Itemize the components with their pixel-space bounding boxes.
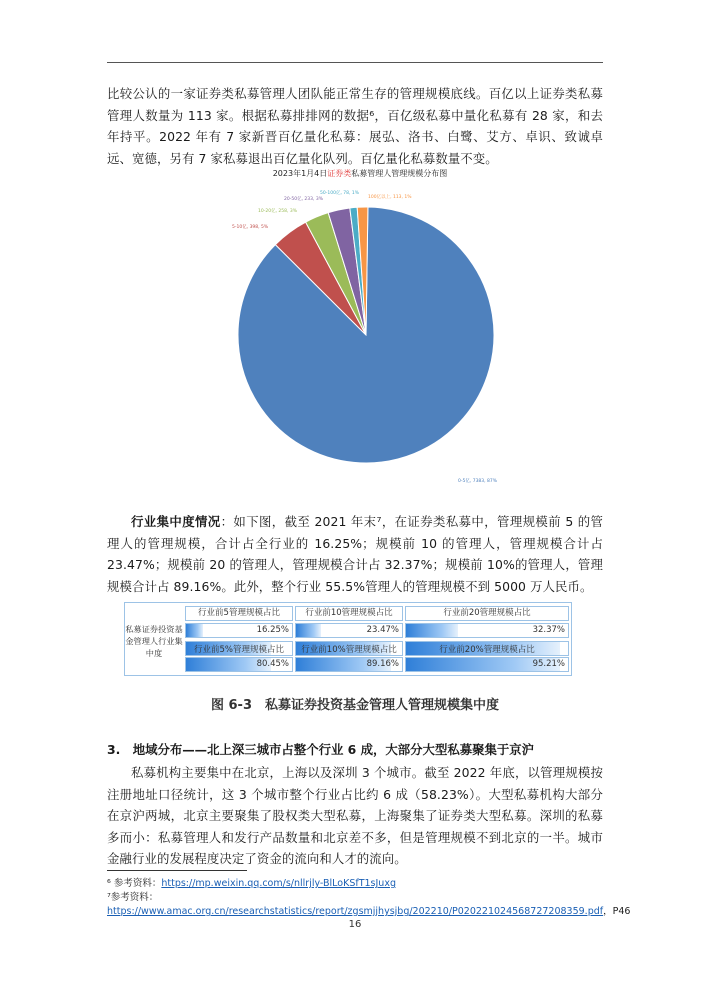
paragraph-concentration [107,511,603,597]
bar-fill [406,624,458,637]
bar-value: 95.21% [532,659,565,669]
slice-label: 10-20亿, 258, 3% [258,209,298,214]
footnote-7-suffix: ，P46 [603,906,631,917]
bar-value: 32.37% [532,625,565,635]
footnote-7-link[interactable]: https://www.amac.org.cn/researchstatistics/report/zgsmjjhysjbg/202210/P020221024568727208359.pdf [107,906,604,917]
concentration-text: ：如下图，截至 2021 年末⁷，在证券类私募中，管理规模前 5 的管理人的管理规模，合计占全行业的 16.25%；规模前 10 的管理人，管理规模合计占 23.47%；规模前 20 的管理人，管理规模合计占 32.37%；规模前 10%的管理人，管理规模合计占 89.16%。此外，整个行业 55.5%管理人的管理规模不到 5000 万人民币。 [107,514,603,594]
bar-value: 80.45% [256,659,289,669]
slice-label: 20-50亿, 233, 3% [284,197,324,202]
bar-top-10pct-value [295,657,403,672]
section-heading: 3. 地域分布——北上深三城市占整个行业 6 成，大部分大型私募聚集于京沪 [107,742,535,757]
bar-label: 行业前20%管理规模占比 [439,645,535,655]
footnote-7: ⁷参考资料： [107,892,159,903]
chart-title-highlight: 证券类 [327,169,352,178]
chart-title-suffix: 私募管理人管理规模分布图 [351,169,448,178]
footnote-rule [107,870,247,871]
footnote-7-link-line [107,905,630,918]
figure-caption: 图 6-3 私募证券投资基金管理人管理规模集中度 [210,698,499,713]
bar-fill [296,624,321,637]
concentration-lead: 行业集中度情况 [131,514,221,529]
bar-top-10pct [295,641,403,656]
bar-top-20 [405,623,569,638]
bar-label: 行业前5%管理规模占比 [194,645,284,655]
footnote-6-prefix: ⁶ 参考资料： [107,878,162,889]
header-top-5: 行业前5管理规模占比 [185,606,293,621]
bar-top-5pct-value [185,657,293,672]
pie-chart [200,160,520,500]
bar-value: 89.16% [366,659,399,669]
header-rule [107,62,603,63]
footnote-6-link[interactable]: https://mp.weixin.qq.com/s/nllrjly-BlLoKSfT1sJuxg [161,878,396,889]
slice-label: 5-10亿, 398, 5% [232,225,269,230]
footnote-6 [107,877,396,890]
bar-top-20pct-value [405,657,569,672]
bar-label: 行业前10%管理规模占比 [301,645,397,655]
header-top-20: 行业前20管理规模占比 [405,606,569,621]
bar-top-5 [185,623,293,638]
page-number: 16 [348,919,362,930]
bar-fill [186,624,203,637]
bar-top-20pct [405,641,569,656]
chart-title-date: 2023年1月4日 [272,169,328,178]
paragraph-regional-distribution: 私募机构主要集中在北京，上海以及深圳 3 个城市。截至 2022 年底，以管理规模按注册地址口径统计，这 3 个城市整个行业占比约 6 成（58.23%）。大型私募机构大部分在京沪两城，北京主要聚集了股权类大型私募，上海聚集了证券类大型私募。深圳的私募多而小：私募管理人和发行产品数量和北京差不多，但是管理规模不到北京的一半。城市金融行业的发展程度决定了资金的流向和人才的流向。 [107,765,603,866]
chart-title [200,168,520,179]
paragraph-quant-private-funds: 比较公认的一家证券类私募管理人团队能正常生存的管理规模底线。百亿以上证券类私募管理人数量为 113 家。根据私募排排网的数据⁶，百亿级私募中量化私募有 28 家，和去年持平。2022 年有 7 家新晋百亿量化私募：展弘、洛书、白鹭、艾方、卓识、致诚卓远、宽德，另有 7 家私募退出百亿量化队列。百亿量化私募数量不变。 [107,86,603,166]
slice-label: 50-100亿, 78, 1% [320,191,360,196]
concentration-table [124,602,572,676]
bar-value: 16.25% [256,625,289,635]
pie-chart-svg [200,160,520,500]
slice-label: 0-5亿, 7383, 87% [458,479,498,484]
slice-label: 100亿以上, 113, 1% [368,195,412,200]
bar-top-10 [295,623,403,638]
bar-value: 23.47% [366,625,399,635]
table-row-header: 私募证券投资基金管理人行业集中度 [125,624,183,658]
bar-top-5pct [185,641,293,656]
header-top-10: 行业前10管理规模占比 [295,606,403,621]
